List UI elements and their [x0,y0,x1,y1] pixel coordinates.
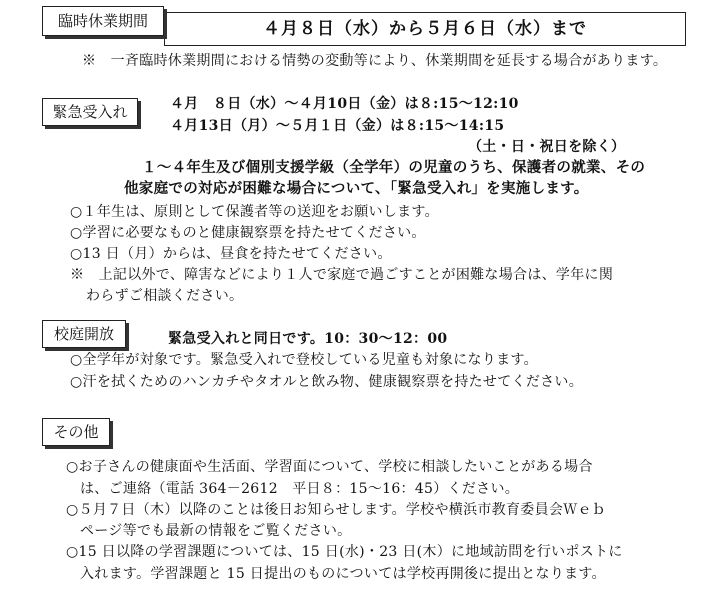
emergency-schedule-note: （土・日・祝日を除く） [468,139,626,155]
emergency-desc-1: １～４年生及び個別支援学級（全学年）の児童のうち、保護者の就業、その [142,159,646,176]
other-item-3-line2: 入れます。学習課題と 15 日提出のものについては学校再開後に提出となります。 [80,566,606,582]
schoolyard-item-1: ○全学年が対象です。緊急受入れで登校している児童も対象になります。 [70,352,538,368]
other-label: その他 [42,418,110,446]
emergency-item-2: ○学習に必要なものと健康観察票を持たせてください。 [70,225,426,241]
emergency-note-2: わらずご相談ください。 [86,288,244,304]
emergency-desc-2: 他家庭での対応が困難な場合について、「緊急受入れ」を実施します。 [124,180,589,197]
other-item-3-line1: ○15 日以降の学習課題については、15 日(水)・23 日(木）に地域訪問を行いポストに [66,544,623,560]
emergency-item-3: ○13 日（月）からは、昼食を持たせてください。 [70,246,392,262]
other-item-2-line1: ○５月７日（木）以降のことは後日お知らせします。学校や横浜市教育委員会Ｗｅｂ [66,502,607,518]
schoolyard-item-2: ○汗を拭くためのハンカチやタオルと飲み物、健康観察票を持たせてください。 [70,374,584,390]
emergency-item-1: ○１年生は、原則として保護者等の送迎をお願いします。 [70,204,439,220]
emergency-note-1: ※ 上記以外で、障害などにより１人で家庭で過ごすことが困難な場合は、学年に関 [70,267,614,283]
other-item-1-line2: は、ご連絡（電話 364－2612 平日８：15～16：45）ください。 [80,481,520,497]
other-item-2-line2: ページ等でも最新の情報をご覧ください。 [80,523,352,539]
period-label: 臨時休業期間 [42,6,164,36]
period-note: ※ 一斉臨時休業期間における情勢の変動等により、休業期間を延長する場合があります。 [82,53,668,69]
other-item-1-line1: ○お子さんの健康面や生活面、学習面について、学校に相談したいことがある場合 [66,459,593,475]
emergency-schedule-2: ４月13日（月）～５月１日（金）は８:15～14:15 [170,118,505,134]
schoolyard-heading: 緊急受入れと同日です。10：30～12：00 [168,331,448,347]
emergency-label: 緊急受入れ [42,98,138,126]
schoolyard-label: 校庭開放 [42,320,126,348]
emergency-schedule-1: ４月 ８日（水）～４月10日（金）は８:15～12:10 [170,96,519,112]
period-dates: ４月８日（水）から５月６日（水）まで [164,12,686,46]
